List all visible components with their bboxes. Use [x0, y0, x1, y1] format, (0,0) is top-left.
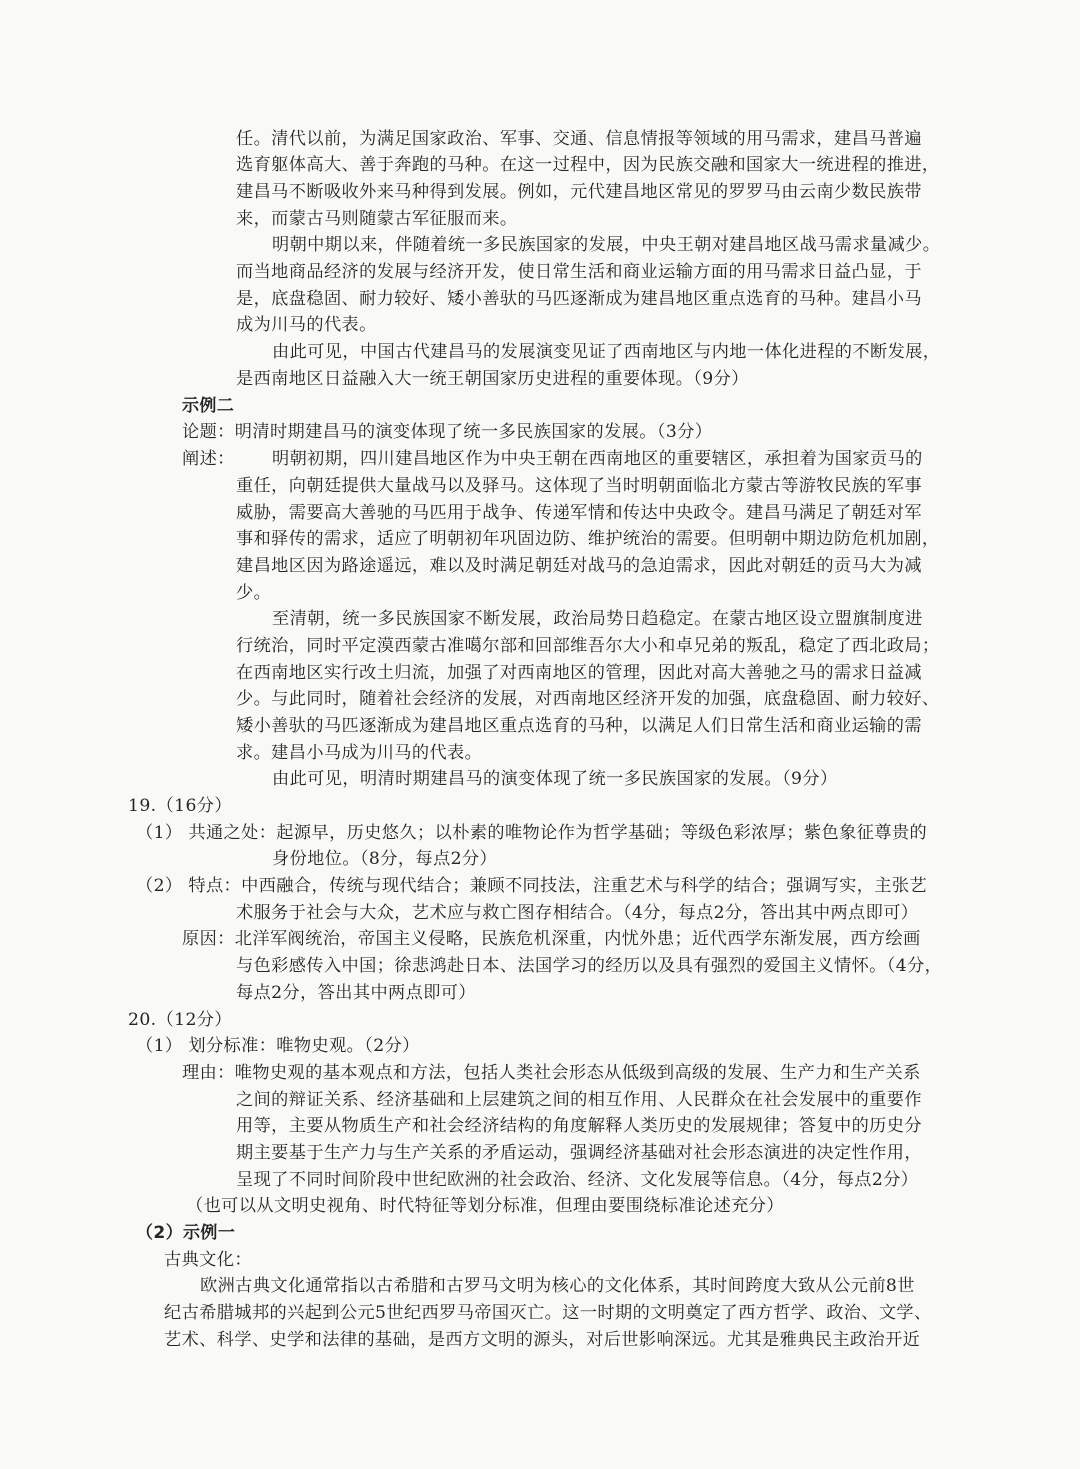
section-heading: （2）示例一 [136, 1223, 236, 1243]
text-line: 少。 [236, 583, 272, 603]
text-line: 而当地商品经济的发展与经济开发，使日常生活和商业运输方面的用马需求日益凸显，于 [236, 262, 922, 282]
text-line: （2） 特点：中西融合，传统与现代结合；兼顾不同技法，注重艺术与科学的结合；强调写实，主张艺 [136, 876, 928, 896]
text-line: 来，而蒙古马则随蒙古军征服而来。 [236, 209, 518, 229]
text-line: 建昌马不断吸收外来马种得到发展。例如，元代建昌地区常见的罗罗马由云南少数民族带 [236, 182, 922, 202]
text-line: （也可以从文明史视角、时代特征等划分标准，但理由要围绕标准论述充分） [186, 1196, 784, 1216]
text-line: 威胁，需要高大善驰的马匹用于战争、传递军情和传达中央政令。建昌马满足了朝廷对军 [236, 503, 922, 523]
text-line: 选育躯体高大、善于奔跑的马种。在这一过程中，因为民族交融和国家大一统进程的推进， [236, 155, 940, 175]
text-line: 是，底盘稳固、耐力较好、矮小善驮的马匹逐渐成为建昌地区重点选育的马种。建昌小马 [236, 289, 922, 309]
text-line: 期主要基于生产力与生产关系的矛盾运动，强调经济基础对社会形态演进的决定性作用， [236, 1143, 922, 1163]
text-line: 用等，主要从物质生产和社会经济结构的角度解释人类历史的发展规律；答复中的历史分 [236, 1116, 922, 1136]
text-line: 至清朝，统一多民族国家不断发展，政治局势日趋稳定。在蒙古地区设立盟旗制度进 [272, 609, 923, 629]
text-line: 由此可见，中国古代建昌马的发展演变见证了西南地区与内地一体化进程的不断发展， [272, 342, 941, 362]
text-line: 论题：明清时期建昌马的演变体现了统一多民族国家的发展。（3分） [182, 422, 713, 442]
text-line: 事和驿传的需求，适应了明朝初年巩固边防、维护统治的需要。但明朝中期边防危机加剧， [236, 529, 940, 549]
text-line: 明朝初期，四川建昌地区作为中央王朝在西南地区的重要辖区，承担着为国家贡马的 [272, 449, 923, 469]
text-line: （1） 共通之处：起源早，历史悠久；以朴素的唯物论作为哲学基础；等级色彩浓厚；紫色象征尊贵的 [136, 823, 928, 843]
text-line: 欧洲古典文化通常指以古希腊和古罗马文明为核心的文化体系，其时间跨度大致从公元前8世 [200, 1276, 915, 1296]
text-line: 古典文化： [164, 1250, 252, 1270]
text-line: 成为川马的代表。 [236, 315, 377, 335]
text-line: 明朝中期以来，伴随着统一多民族国家的发展，中央王朝对建昌地区战马需求量减少。 [272, 235, 941, 255]
text-line: 纪古希腊城邦的兴起到公元5世纪西罗马帝国灭亡。这一时期的文明奠定了西方哲学、政治、文学、 [164, 1303, 932, 1323]
text-line: 之间的辩证关系、经济基础和上层建筑之间的相互作用、人民群众在社会发展中的重要作 [236, 1090, 922, 1110]
text-line: 行统治，同时平定漠西蒙古准噶尔部和回部维吾尔大小和卓兄弟的叛乱，稳定了西北政局； [236, 636, 940, 656]
text-line: 建昌地区因为路途遥远，难以及时满足朝廷对战马的急迫需求，因此对朝廷的贡马大为减 [236, 556, 922, 576]
text-line: 术服务于社会与大众，艺术应与救亡图存相结合。（4分，每点2分，答出其中两点即可） [236, 903, 919, 923]
text-line: （1） 划分标准：唯物史观。（2分） [136, 1036, 420, 1056]
text-line: 由此可见，明清时期建昌马的演变体现了统一多民族国家的发展。（9分） [272, 769, 838, 789]
section-heading: 示例二 [182, 396, 235, 416]
text-line: 是西南地区日益融入大一统王朝国家历史进程的重要体现。（9分） [236, 369, 749, 389]
question-heading: 19.（16分） [128, 796, 232, 816]
text-line: 重任，向朝廷提供大量战马以及驿马。这体现了当时明朝面临北方蒙古等游牧民族的军事 [236, 476, 922, 496]
text-line: 在西南地区实行改土归流，加强了对西南地区的管理，因此对高大善驰之马的需求日益减 [236, 663, 922, 683]
text-line: 求。建昌小马成为川马的代表。 [236, 743, 483, 763]
text-line: 呈现了不同时间阶段中世纪欧洲的社会政治、经济、文化发展等信息。（4分，每点2分） [236, 1170, 919, 1190]
text-line: 理由：唯物史观的基本观点和方法，包括人类社会形态从低级到高级的发展、生产力和生产关系 [182, 1063, 921, 1083]
text-line: 阐述： [182, 449, 235, 469]
text-line: 任。清代以前，为满足国家政治、军事、交通、信息情报等领域的用马需求，建昌马普遍 [236, 129, 922, 149]
text-line: 少。与此同时，随着社会经济的发展，对西南地区经济开发的加强，底盘稳固、耐力较好、 [236, 689, 940, 709]
text-line: 原因：北洋军阀统治，帝国主义侵略，民族危机深重，内忧外患；近代西学东渐发展，西方绘画 [182, 929, 921, 949]
text-line: 每点2分，答出其中两点即可） [236, 983, 476, 1003]
text-line: 与色彩感传入中国；徐悲鸿赴日本、法国学习的经历以及具有强烈的爱国主义情怀。（4分， [236, 956, 943, 976]
question-heading: 20.（12分） [128, 1010, 232, 1030]
text-line: 矮小善驮的马匹逐渐成为建昌地区重点选育的马种，以满足人们日常生活和商业运输的需 [236, 716, 922, 736]
text-line: 身份地位。（8分，每点2分） [272, 849, 498, 869]
text-line: 艺术、科学、史学和法律的基础，是西方文明的源头，对后世影响深远。尤其是雅典民主政治开近 [164, 1330, 921, 1350]
